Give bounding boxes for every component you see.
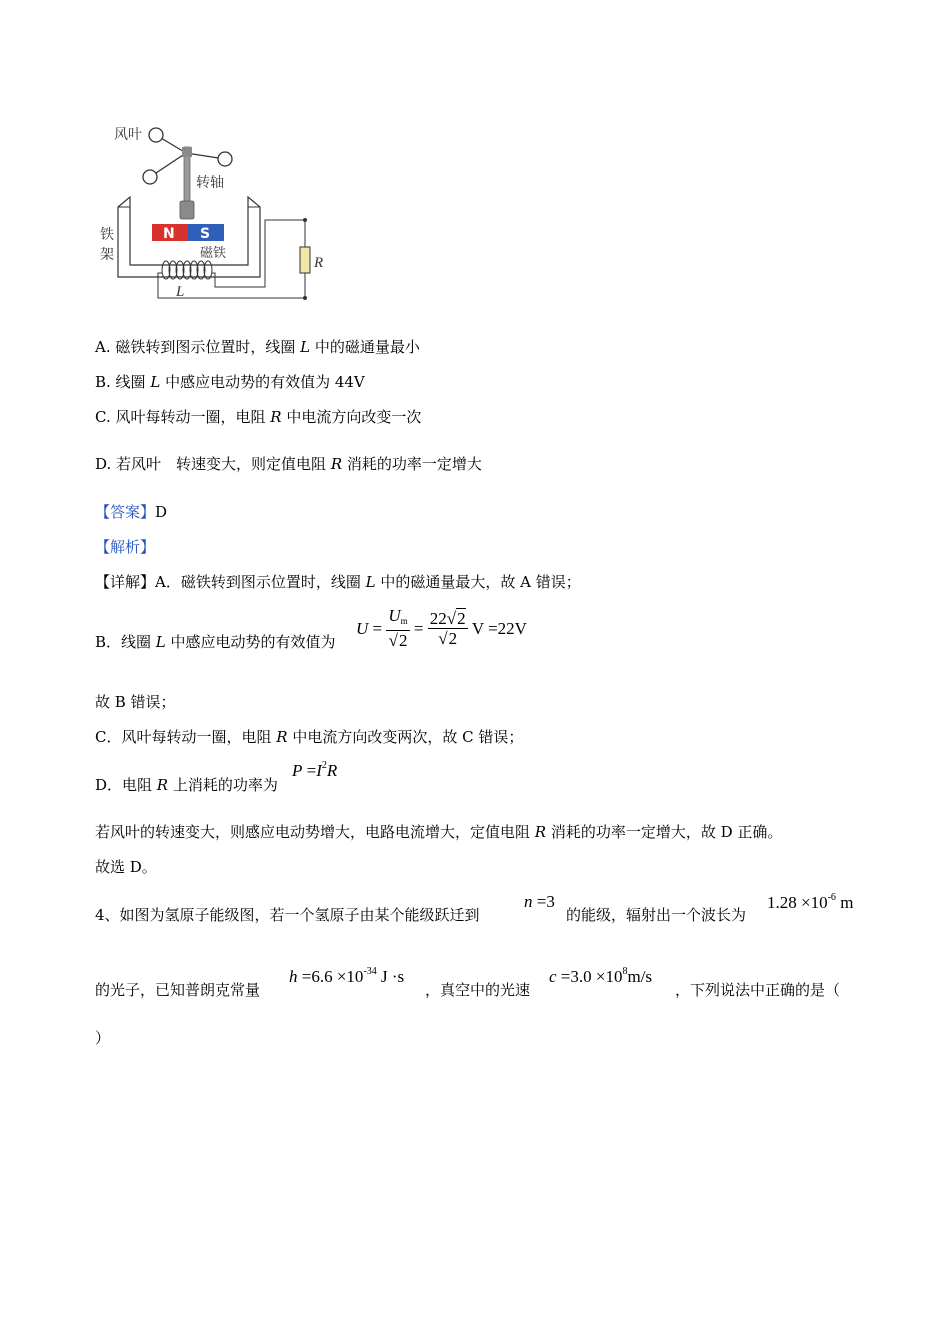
formula-b: U = $\frac{U_m}{√2}$ = $\frac{22√2}{√2}$ V =22V: [356, 606, 527, 650]
answer-value: D: [155, 503, 168, 521]
q4-lightspeed: $c =3.0 \times 10^8m/s$: [549, 966, 653, 986]
detail-d: D．电阻 R 上消耗的功率为: [95, 776, 278, 794]
detail-b: B．线圈 L 中感应电动势的有效值为: [95, 633, 336, 651]
answer-line: [95, 502, 167, 522]
option-d[interactable]: D. 若风叶 转速变大，则定值电阻 R 消耗的功率一定增大: [95, 455, 482, 473]
question4-line2c: ，下列说法中正确的是（: [675, 981, 841, 999]
analysis-tag: 【解析】: [95, 538, 156, 556]
q4-wavelength: $1.28 \times 10^{-6}$ m: [767, 892, 854, 912]
label-r: R: [314, 255, 324, 271]
label-n: N: [163, 226, 175, 242]
resistor-r: [300, 247, 310, 273]
option-a[interactable]: A. 磁铁转到图示位置时，线圈 L 中的磁通量最小: [95, 338, 420, 356]
detail-c: C．风叶每转动一圈，电阻 R 中电流方向改变两次，故 C 错误；: [95, 728, 524, 746]
label-l: L: [176, 284, 185, 300]
label-magnet: 磁铁: [200, 246, 227, 261]
question4-line2b: ，真空中的光速: [425, 981, 531, 999]
label-shaft: 转轴: [196, 175, 224, 191]
question4-line2a: 的光子，已知普朗克常量: [95, 981, 261, 999]
detail-b-conclusion: 故 B 错误；: [95, 693, 176, 711]
fan-cup: [149, 128, 163, 142]
shaft-hub: [182, 147, 192, 157]
label-s: S: [200, 226, 211, 242]
question4-line1b: 的能级，辐射出一个波长为: [566, 906, 747, 924]
detail-d-line2: 若风叶的转速变大，则感应电动势增大，电路电流增大，定值电阻 R 消耗的功率一定增大，故 D 正确。: [95, 823, 783, 841]
option-c[interactable]: C. 风叶每转动一圈，电阻 R 中电流方向改变一次: [95, 408, 422, 426]
detail-final: 故选 D。: [95, 858, 157, 876]
generator-diagram: [100, 115, 340, 310]
question4-line3: ）: [95, 1029, 111, 1047]
q4-planck: $h =6.6 \times 10^{-34}$ J ·s: [289, 966, 405, 986]
formula-d: $P =I^2R$: [292, 760, 338, 780]
question4-line1: 4、如图为氢原子能级图，若一个氢原子由某个能级跃迁到: [95, 906, 480, 924]
answer-tag: 【答案】: [95, 503, 156, 521]
detail-a: 【详解】A．磁铁转到图示位置时，线圈 L 中的磁通量最大，故 A 错误；: [95, 573, 581, 591]
fan-cup: [143, 170, 157, 184]
label-frame-2: 架: [100, 247, 114, 263]
fan-cup: [218, 152, 232, 166]
q4-n-value: n =3: [524, 892, 555, 911]
label-fan: 风叶: [114, 127, 142, 143]
shaft-coupling: [180, 201, 194, 219]
label-frame-1: 铁: [100, 227, 114, 243]
option-b[interactable]: B. 线圈 L 中感应电动势的有效值为 44V: [95, 373, 365, 391]
